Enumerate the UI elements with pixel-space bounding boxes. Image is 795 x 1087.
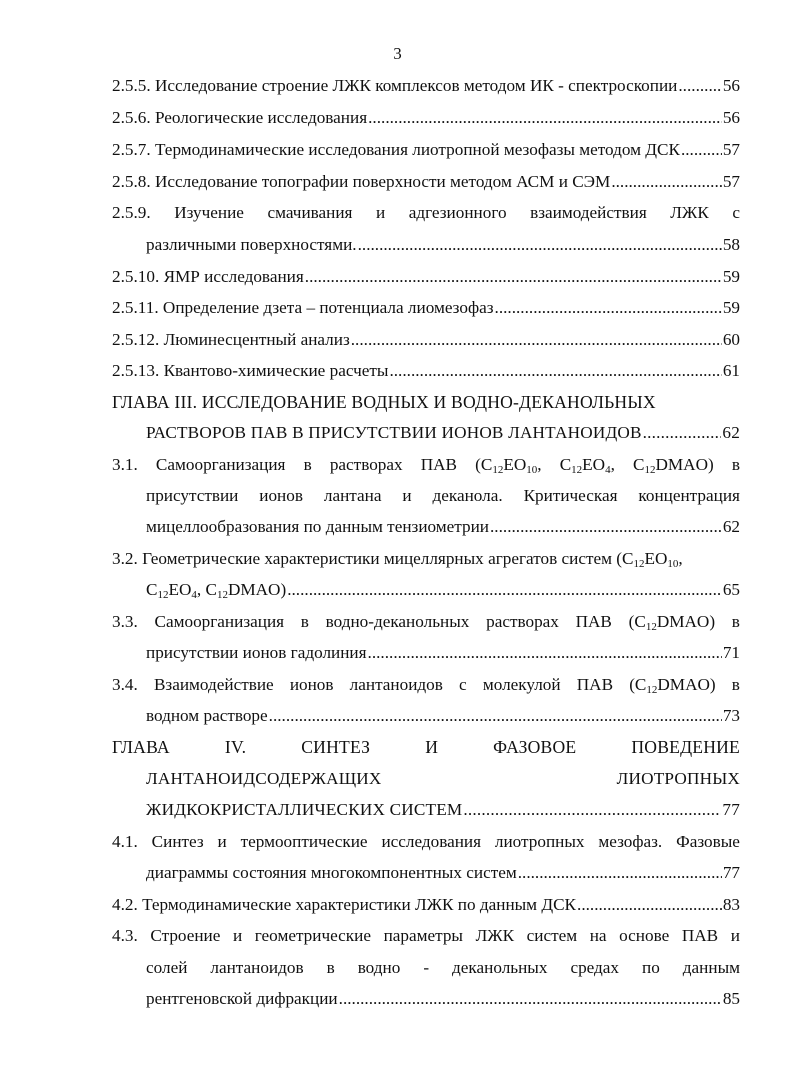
toc-entry-3-1-line3[interactable] <box>146 515 740 539</box>
chapter-title: ЖИДКОКРИСТАЛЛИЧЕСКИХ СИСТЕМ <box>146 800 463 819</box>
toc-word: EO <box>582 455 606 474</box>
toc-word: основе <box>619 926 670 945</box>
toc-entry-page: 56 <box>722 76 740 95</box>
toc-entry-title: 2.5.10. ЯМР исследования <box>112 267 304 286</box>
toc-word: параметры <box>383 926 463 945</box>
toc-word: Изучение <box>174 203 244 222</box>
toc-text: EO <box>644 549 668 568</box>
toc-entry-3-1-line2[interactable] <box>146 484 740 508</box>
toc-entry-3-1-line1[interactable] <box>112 453 740 477</box>
toc-entry-2-5-11[interactable] <box>112 296 740 320</box>
toc-text: DMAO) <box>227 580 287 599</box>
dot-leader <box>490 515 722 539</box>
toc-text: C <box>146 580 158 599</box>
toc-word: СИНТЕЗ <box>301 737 371 757</box>
toc-text: , <box>678 549 683 568</box>
toc-word: в <box>300 612 309 631</box>
toc-word: 2.5.9. <box>112 203 151 222</box>
toc-entry-title: 2.5.8. Исследование топографии поверхности методом АСМ и СЭМ <box>112 172 611 191</box>
toc-entry-title: водном растворе <box>146 706 268 725</box>
toc-entry-2-5-8[interactable] <box>112 170 740 194</box>
toc-entry-page: 59 <box>722 267 740 286</box>
toc-entry-title: 2.5.11. Определение дзета – потенциала лиомезофаз <box>112 298 494 317</box>
toc-entry-page: 58 <box>722 235 740 254</box>
toc-word: адгезионного <box>408 203 507 222</box>
toc-word: Фазовые <box>676 832 740 851</box>
toc-word: Синтез <box>151 832 204 851</box>
toc-word: в <box>731 612 740 631</box>
toc-word: - <box>423 958 430 977</box>
toc-word: ПАВ <box>681 926 719 945</box>
toc-word: C <box>559 455 572 474</box>
formula-c12dmao <box>629 610 715 634</box>
toc-word: 3.1. <box>112 455 138 474</box>
toc-word: мезофаз. <box>598 832 663 851</box>
toc-entry-title: присутствии ионов гадолиния <box>146 643 367 662</box>
toc-word: 4.1. <box>112 832 138 851</box>
toc-word: геометрические <box>254 926 371 945</box>
toc-entry-page: 65 <box>722 580 740 599</box>
toc-word: солей <box>146 958 188 977</box>
subscript: 4 <box>605 464 611 476</box>
subscript: 12 <box>644 464 656 476</box>
dot-leader <box>389 359 721 383</box>
toc-word: ПАВ <box>575 612 612 631</box>
toc-entry-title: 2.5.5. Исследование строение ЛЖК комплексов методом ИК - спектроскопии <box>112 76 678 95</box>
toc-word: лантана <box>323 486 382 505</box>
toc-entry-2-5-12[interactable] <box>112 328 740 352</box>
toc-word: И <box>425 737 439 757</box>
toc-entry-title: диаграммы состояния многокомпонентных систем <box>146 863 517 882</box>
toc-entry-title: рентгеновской дифракции <box>146 989 338 1008</box>
formula-c12dmao <box>629 673 715 697</box>
toc-word: данным <box>682 958 740 977</box>
toc-text: , C <box>196 580 217 599</box>
toc-entry-2-5-6[interactable] <box>112 106 740 130</box>
toc-word: EO <box>503 455 527 474</box>
subscript: 10 <box>526 464 538 476</box>
toc-word: и <box>232 926 243 945</box>
toc-entry-page: 62 <box>722 423 740 442</box>
toc-entry-page: 77 <box>722 800 740 819</box>
toc-word: водно <box>357 958 401 977</box>
toc-word: ПАВ <box>420 455 458 474</box>
toc-word: DMAO) <box>655 455 714 474</box>
toc-word: и <box>217 832 227 851</box>
dot-leader <box>368 641 722 665</box>
chapter-title: РАСТВОРОВ ПАВ В ПРИСУТСТВИИ ИОНОВ ЛАНТАНОИДОВ <box>146 423 642 442</box>
toc-entry-4-1-line2[interactable] <box>146 861 740 885</box>
toc-word: DMAO) <box>656 612 716 631</box>
toc-word: с <box>459 675 467 694</box>
dot-leader <box>339 987 722 1011</box>
toc-word: и <box>402 486 412 505</box>
toc-word: с <box>732 203 740 222</box>
toc-entry-4-3-line1[interactable] <box>112 924 740 948</box>
chapter-title: ГЛАВА III. ИССЛЕДОВАНИЕ ВОДНЫХ И ВОДНО-ДЕКАНОЛЬНЫХ <box>112 392 656 412</box>
formula-c12eo4 <box>560 453 615 477</box>
toc-entry-title: 2.5.7. Термодинамические исследования лиотропной мезофазы методом ДСК <box>112 140 680 159</box>
toc-word: ЛЖК <box>475 926 515 945</box>
toc-word: в <box>326 958 335 977</box>
toc-entry-page: 56 <box>722 108 740 127</box>
toc-entry-2-5-7[interactable] <box>112 138 740 162</box>
toc-entry-page: 57 <box>722 172 740 191</box>
formula-c12eo10 <box>475 453 541 477</box>
subscript: 12 <box>492 464 504 476</box>
toc-word: Самоорганизация <box>155 455 286 474</box>
toc-entry-3-4-line2[interactable] <box>146 704 740 728</box>
subscript: 12 <box>157 589 169 601</box>
toc-word: средах <box>570 958 620 977</box>
toc-chapter-3-line1[interactable] <box>112 390 740 414</box>
toc-word: в <box>731 455 740 474</box>
dot-leader <box>678 74 721 98</box>
toc-word: (C <box>629 675 647 694</box>
toc-entry-title: мицеллообразования по данным тензиометрии <box>146 517 489 536</box>
toc-word: (C <box>628 612 646 631</box>
toc-word: лантаноидов <box>349 675 443 694</box>
subscript: 12 <box>645 621 657 633</box>
toc-word: ПОВЕДЕНИЕ <box>631 737 740 757</box>
toc-word: C <box>633 455 645 474</box>
toc-word: ЛАНТАНОИДСОДЕРЖАЩИХ <box>146 769 382 788</box>
subscript: 12 <box>633 558 645 570</box>
toc-word: по <box>642 958 660 977</box>
dot-leader <box>368 106 722 130</box>
toc-entry-2-5-10[interactable] <box>112 265 740 289</box>
dot-leader <box>611 170 722 194</box>
toc-entry-page: 60 <box>722 330 740 349</box>
toc-word: растворах <box>486 612 559 631</box>
toc-entry-3-3-line1[interactable] <box>112 610 740 634</box>
toc-word: Самоорганизация <box>154 612 285 631</box>
dot-leader <box>577 893 722 917</box>
toc-word: и <box>730 926 740 945</box>
toc-word: 3.4. <box>112 675 138 694</box>
toc-entry-4-1-line1[interactable] <box>112 830 740 854</box>
dot-leader <box>351 328 722 352</box>
toc-entry-title: 2.5.6. Реологические исследования <box>112 108 368 127</box>
toc-entry-page: 85 <box>722 989 740 1008</box>
toc-word: 4.3. <box>112 926 138 945</box>
toc-entry-page: 57 <box>722 140 740 159</box>
toc-word: в <box>731 675 740 694</box>
toc-word: деканольных <box>452 958 548 977</box>
toc-chapter-4-line3[interactable] <box>146 798 740 822</box>
toc-entry-4-3-line3[interactable] <box>146 987 740 1011</box>
toc-entry-2-5-13[interactable] <box>112 359 740 383</box>
toc-word: ПАВ <box>576 675 614 694</box>
toc-word: Взаимодействие <box>153 675 274 694</box>
subscript: 4 <box>191 589 197 601</box>
toc-chapter-4-line2[interactable] <box>146 767 740 791</box>
toc-entry-2-5-9-line2[interactable] <box>146 233 740 257</box>
subscript: 10 <box>667 558 679 570</box>
toc-word: , <box>610 455 615 474</box>
toc-word: молекулой <box>482 675 561 694</box>
dot-leader <box>269 704 722 728</box>
toc-entry-page: 83 <box>722 895 740 914</box>
subscript: 12 <box>571 464 583 476</box>
toc-word: лиотропных <box>494 832 585 851</box>
toc-word: растворах <box>329 455 403 474</box>
toc-word: ГЛАВА <box>112 737 170 757</box>
toc-entry-title <box>146 578 286 602</box>
toc-word: Строение <box>150 926 221 945</box>
toc-chapter-3-line2[interactable] <box>146 421 740 445</box>
toc-entry-3-2-line1[interactable] <box>112 547 740 571</box>
toc-word: исследования <box>381 832 482 851</box>
dot-leader <box>305 265 722 289</box>
toc-word: ионов <box>289 675 334 694</box>
toc-text: 3.2. Геометрические характеристики мицеллярных агрегатов систем (C <box>112 549 634 568</box>
subscript: 12 <box>216 589 228 601</box>
toc-word: DMAO) <box>657 675 716 694</box>
toc-word: смачивания <box>267 203 353 222</box>
toc-word: взаимодействия <box>530 203 647 222</box>
toc-word: водно-деканольных <box>325 612 470 631</box>
toc-entry-title <box>112 547 683 571</box>
toc-entry-page: 73 <box>722 706 740 725</box>
toc-entry-page: 62 <box>722 517 740 536</box>
toc-entry-page: 71 <box>722 643 740 662</box>
dot-leader <box>643 421 722 445</box>
toc-word: присутствии <box>146 486 239 505</box>
toc-entry-title: 2.5.13. Квантово-химические расчеты <box>112 361 389 380</box>
toc-word: и <box>376 203 386 222</box>
toc-word: ионов <box>259 486 303 505</box>
dot-leader <box>463 798 721 822</box>
toc-entry-title: различными поверхностями. <box>146 235 357 254</box>
toc-word: ФАЗОВОЕ <box>493 737 577 757</box>
toc-entry-4-2[interactable] <box>112 893 740 917</box>
dot-leader <box>287 578 722 602</box>
toc-word: ЛЖК <box>670 203 709 222</box>
toc-word: лантаноидов <box>210 958 304 977</box>
formula-c12dmao <box>633 453 714 477</box>
toc-word: на <box>589 926 607 945</box>
toc-word: термооптические <box>240 832 368 851</box>
toc-word: Критическая <box>523 486 618 505</box>
toc-word: деканола. <box>432 486 503 505</box>
toc-entry-2-5-5[interactable] <box>112 74 740 98</box>
toc-text: EO <box>168 580 192 599</box>
toc-entry-page: 61 <box>722 361 740 380</box>
toc-entry-title: 2.5.12. Люминесцентный анализ <box>112 330 350 349</box>
toc-word: систем <box>526 926 578 945</box>
toc-entry-3-4-line1[interactable] <box>112 673 740 697</box>
toc-entry-4-3-line2[interactable] <box>146 956 740 980</box>
subscript: 12 <box>646 684 658 696</box>
toc-word: ЛИОТРОПНЫХ <box>616 769 740 788</box>
toc-word: IV. <box>224 737 247 757</box>
toc-entry-title: 4.2. Термодинамические характеристики ЛЖК по данным ДСК <box>112 895 577 914</box>
toc-entry-page: 77 <box>722 863 740 882</box>
toc-entry-2-5-9-line1[interactable] <box>112 201 740 225</box>
toc-word: 3.3. <box>112 612 138 631</box>
toc-entry-3-2-line2[interactable] <box>146 578 740 602</box>
toc-word: в <box>303 455 312 474</box>
dot-leader <box>518 861 722 885</box>
toc-word: (C <box>475 455 493 474</box>
dot-leader <box>358 233 722 257</box>
toc-entry-3-3-line2[interactable] <box>146 641 740 665</box>
dot-leader <box>495 296 722 320</box>
toc-word: концентрация <box>638 486 740 505</box>
toc-entry-page: 59 <box>722 298 740 317</box>
toc-word: , <box>537 455 542 474</box>
toc-chapter-4-line1[interactable] <box>112 735 740 759</box>
page-number: 3 <box>393 44 402 63</box>
dot-leader <box>681 138 722 162</box>
